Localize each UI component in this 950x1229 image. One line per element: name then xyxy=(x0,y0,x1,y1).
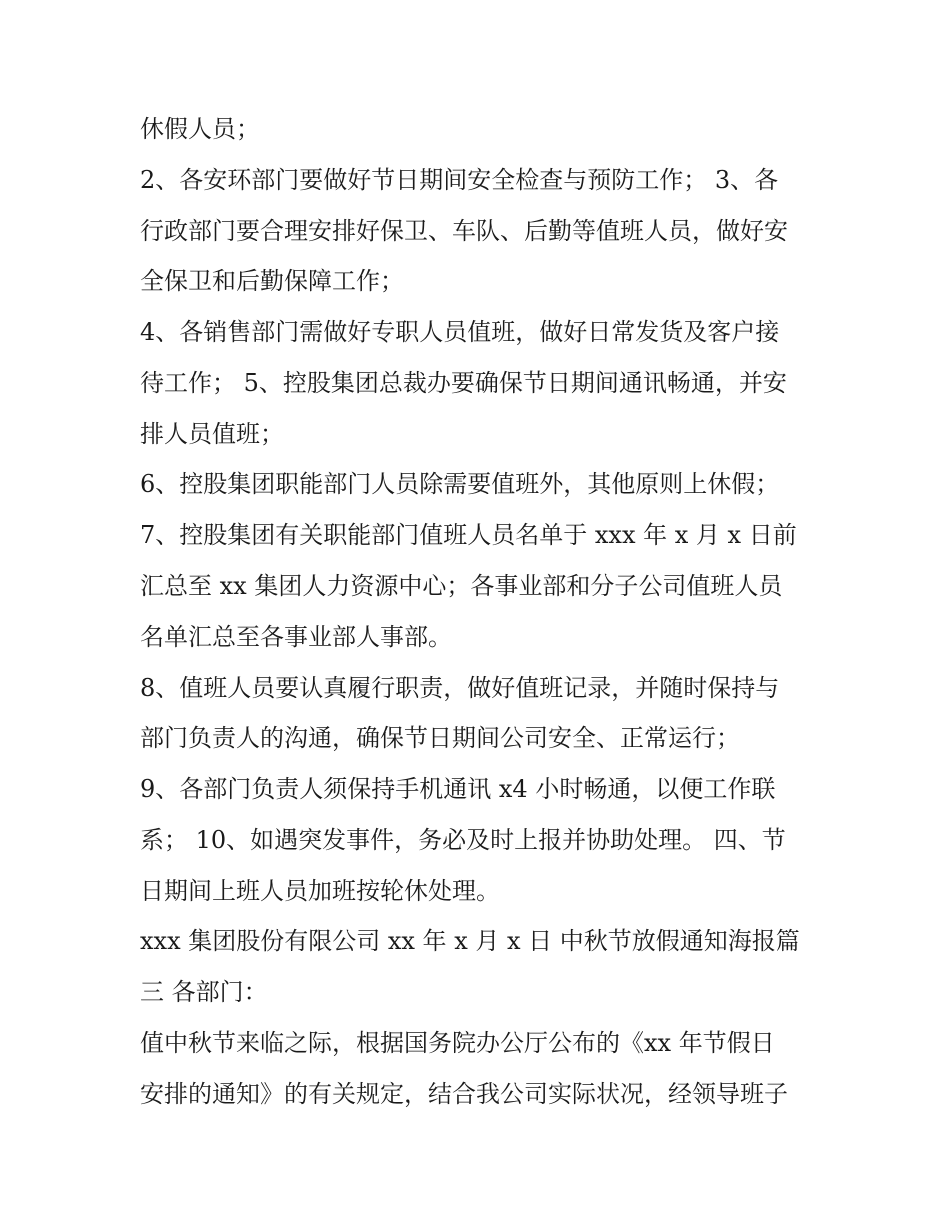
text-line: 汇总至 xx 集团人力资源中心；各事业部和分子公司值班人员 xyxy=(140,572,783,600)
text-line: 日期间上班人员加班按轮休处理。 xyxy=(140,877,500,905)
text-line: 全保卫和后勤保障工作； xyxy=(140,267,404,295)
text-line: 安排的通知》的有关规定，结合我公司实际状况，经领导班子 xyxy=(140,1080,788,1108)
text-line: 4、各销售部门需做好专职人员值班，做好日常发货及客户接 xyxy=(140,318,780,346)
text-line: 6、控股集团职能部门人员除需要值班外，其他原则上休假； xyxy=(140,470,780,498)
text-line: 行政部门要合理安排好保卫、车队、后勤等值班人员，做好安 xyxy=(140,217,788,245)
text-line: 休假人员； xyxy=(140,115,260,143)
text-line: 2、各安环部门要做好节日期间安全检查与预防工作； 3、各 xyxy=(140,166,779,194)
text-line: 系； 10、如遇突发事件，务必及时上报并协助处理。 四、节 xyxy=(140,826,786,854)
text-line: xxx 集团股份有限公司 xx 年 x 月 x 日 中秋节放假通知海报篇 xyxy=(140,927,800,955)
text-line: 7、控股集团有关职能部门值班人员名单于 xxx 年 x 月 x 日前 xyxy=(140,521,797,549)
text-line: 值中秋节来临之际，根据国务院办公厅公布的《xx 年节假日 xyxy=(140,1029,775,1057)
text-line: 名单汇总至各事业部人事部。 xyxy=(140,623,452,651)
text-line: 9、各部门负责人须保持手机通讯 x4 小时畅通，以便工作联 xyxy=(140,775,776,803)
text-line: 8、值班人员要认真履行职责，做好值班记录，并随时保持与 xyxy=(140,674,780,702)
text-line: 排人员值班； xyxy=(140,420,284,448)
text-line: 部门负责人的沟通，确保节日期间公司安全、正常运行； xyxy=(140,724,740,752)
text-line: 三 各部门： xyxy=(140,978,268,1006)
text-line: 待工作； 5、控股集团总裁办要确保节日期间通讯畅通，并安 xyxy=(140,369,787,397)
